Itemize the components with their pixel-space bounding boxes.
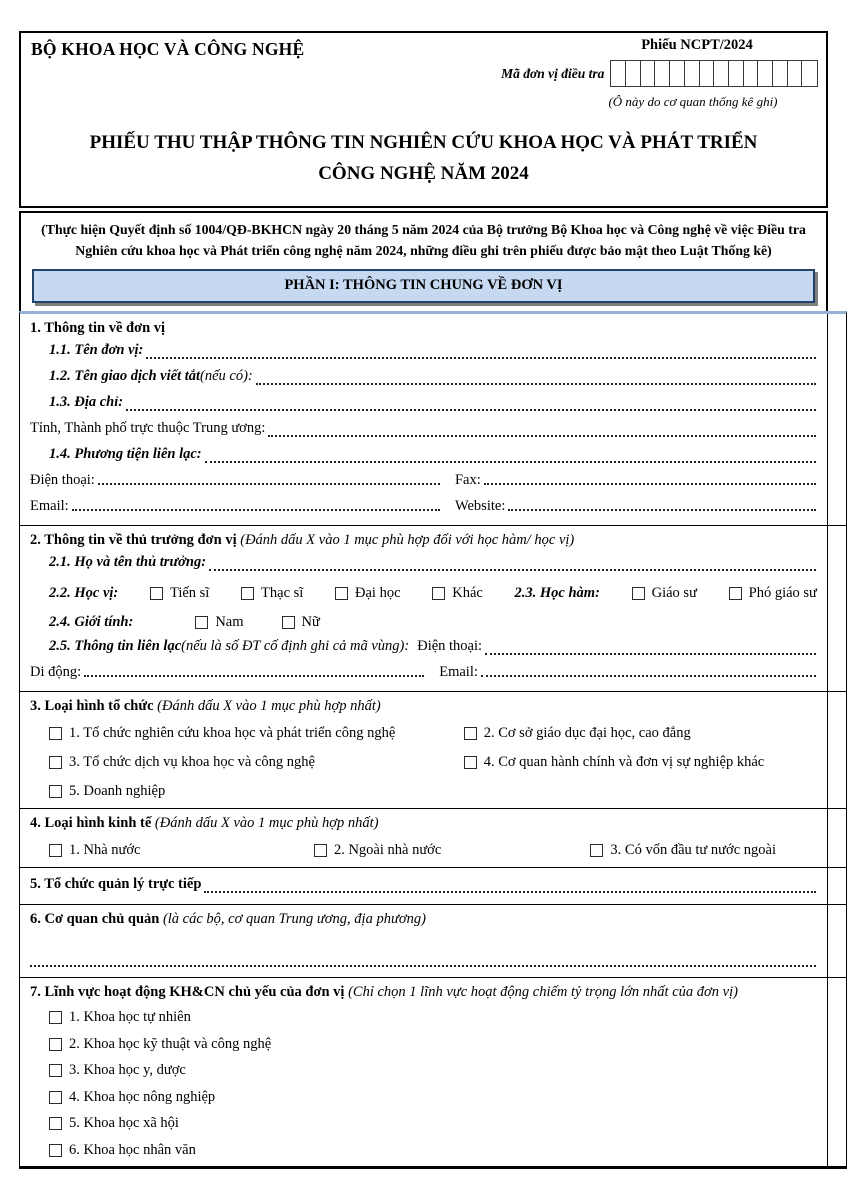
- checkbox-giao-su[interactable]: [632, 587, 645, 600]
- form-title: [29, 127, 818, 190]
- checkbox-nu[interactable]: [282, 616, 295, 629]
- checkbox-thac-si[interactable]: [241, 587, 254, 600]
- checkbox-field-6[interactable]: [49, 1144, 62, 1157]
- s7-heading: 7. Lĩnh vực hoạt động KH&CN chủ yếu của đơn vị: [30, 984, 349, 1000]
- section-2-thu-truong: [20, 526, 846, 692]
- label-org-type-4: 4. Cơ quan hành chính và đơn vị sự nghiệp khác: [483, 753, 765, 770]
- checkbox-org-type-2[interactable]: [464, 727, 477, 740]
- sections-table: [19, 311, 847, 1169]
- unit-code-grid[interactable]: [610, 60, 818, 87]
- checkbox-dai-hoc[interactable]: [335, 587, 348, 600]
- checkbox-khac[interactable]: [432, 587, 445, 600]
- field-fax[interactable]: [484, 483, 816, 485]
- checkbox-tien-si[interactable]: [150, 587, 163, 600]
- s1-heading: 1. Thông tin về đơn vị: [30, 320, 166, 336]
- s1-fax-label: Fax:: [454, 472, 481, 488]
- field-email[interactable]: [72, 509, 440, 511]
- s1-f11-label: 1.1. Tên đơn vị:: [49, 342, 144, 358]
- field-tinh-thanh-pho[interactable]: [268, 435, 816, 437]
- s1-f13-label: 1.3. Địa chỉ:: [49, 394, 124, 410]
- field-ten-don-vi[interactable]: [146, 357, 816, 359]
- label-nam: Nam: [215, 613, 244, 630]
- label-giao-su: Giáo sư: [651, 584, 697, 601]
- checkbox-org-type-1[interactable]: [49, 727, 62, 740]
- unit-code-cell[interactable]: [802, 61, 817, 86]
- label-org-type-2: 2. Cơ sở giáo dục đại học, cao đẳng: [483, 724, 691, 741]
- decision-note: (Thực hiện Quyết định số 1004/QĐ-BKHCN ngày 20 tháng 5 năm 2024 của Bộ trưởng Bộ Khoa học và Công nghệ về việc Điều tra Nghiên cứu khoa học và Phát triển công nghệ năm 2024, những điều ghi trên phiếu được bảo mật theo Luật Thống kê): [41, 222, 806, 259]
- ministry-name: BỘ KHOA HỌC VÀ CÔNG NGHỆ: [31, 39, 305, 59]
- form-title-line1: PHIẾU THU THẬP THÔNG TIN NGHIÊN CỨU KHOA HỌC VÀ PHÁT TRIỂN: [89, 132, 758, 153]
- side-cell: [828, 692, 846, 808]
- s1-province-label: Tỉnh, Thành phố trực thuộc Trung ương:: [30, 420, 266, 436]
- unit-code-cell[interactable]: [758, 61, 773, 86]
- field-ho-ten-thu-truong[interactable]: [209, 569, 816, 571]
- form-title-line2: CÔNG NGHỆ NĂM 2024: [318, 163, 529, 185]
- s2-degree-row: [30, 582, 817, 604]
- s3-heading-note: (Đánh dấu X vào 1 mục phù hợp nhất): [157, 698, 381, 714]
- s1-f14-label: 1.4. Phương tiện liên lạc:: [49, 446, 202, 462]
- label-econ-type-3: 3. Có vốn đầu tư nước ngoài: [610, 841, 776, 858]
- unit-code-cell[interactable]: [641, 61, 656, 86]
- s2-heading: 2. Thông tin về thủ trưởng đơn vị: [30, 532, 241, 548]
- field-to-chuc-quan-ly[interactable]: [204, 891, 816, 893]
- label-field-4: 4. Khoa học nông nghiệp: [69, 1088, 216, 1105]
- checkbox-org-type-3[interactable]: [49, 756, 62, 769]
- unit-code-cell[interactable]: [773, 61, 788, 86]
- checkbox-field-4[interactable]: [49, 1091, 62, 1104]
- side-cell: [828, 314, 846, 525]
- s1-email-label: Email:: [30, 498, 69, 514]
- s2-f22-label: 2.2. Học vị:: [49, 584, 119, 601]
- form-code: Phiếu NCPT/2024: [641, 37, 753, 53]
- s6-heading: 6. Cơ quan chủ quản: [30, 911, 163, 927]
- checkbox-pho-giao-su[interactable]: [729, 587, 742, 600]
- side-cell: [828, 905, 846, 977]
- field-email-thu-truong[interactable]: [481, 675, 816, 677]
- label-khac: Khác: [452, 584, 483, 601]
- side-cell: [828, 809, 846, 867]
- unit-code-note: (Ô này do cơ quan thống kê ghi): [608, 94, 778, 109]
- s1-f12-label: 1.2. Tên giao dịch viết tắt: [49, 368, 201, 384]
- checkbox-econ-type-1[interactable]: [49, 844, 62, 857]
- label-org-type-3: 3. Tổ chức dịch vụ khoa học và công nghệ: [69, 753, 315, 770]
- section-3-loai-hinh-to-chuc: [20, 692, 846, 809]
- s2-f24-label: 2.4. Giới tính:: [49, 613, 134, 630]
- label-tien-si: Tiến sĩ: [169, 584, 210, 601]
- label-thac-si: Thạc sĩ: [261, 584, 304, 601]
- field-dien-thoai-thu-truong[interactable]: [485, 653, 816, 655]
- s2-email-label: Email:: [439, 664, 478, 680]
- side-cell: [828, 868, 846, 904]
- checkbox-org-type-5[interactable]: [49, 785, 62, 798]
- s7-heading-note: (Chỉ chọn 1 lĩnh vực hoạt động chiếm tỷ trọng lớn nhất của đơn vị): [348, 984, 738, 1000]
- label-pho-giao-su: Phó giáo sư: [748, 584, 817, 601]
- field-co-quan-chu-quan[interactable]: [30, 965, 816, 967]
- label-org-type-5: 5. Doanh nghiệp: [69, 782, 166, 799]
- section-4-loai-hinh-kinh-te: [20, 809, 846, 868]
- unit-code-cell[interactable]: [611, 61, 626, 86]
- section-5-to-chuc-quan-ly: [20, 868, 846, 905]
- label-field-6: 6. Khoa học nhân văn: [69, 1141, 196, 1158]
- s2-f23-label: 2.3. Học hàm:: [514, 584, 600, 601]
- unit-code-cell[interactable]: [744, 61, 759, 86]
- field-website[interactable]: [508, 509, 816, 511]
- checkbox-field-5[interactable]: [49, 1117, 62, 1130]
- s2-gender-row: [30, 611, 817, 633]
- s3-heading: 3. Loại hình tổ chức: [30, 698, 158, 714]
- s2-f25-label: 2.5. Thông tin liên lạc: [49, 638, 182, 654]
- section-1-thong-tin-don-vi: [20, 314, 846, 526]
- s2-phone-label: Điện thoại:: [417, 638, 483, 654]
- subtitle-box: [19, 211, 828, 311]
- checkbox-nam[interactable]: [195, 616, 208, 629]
- checkbox-org-type-4[interactable]: [464, 756, 477, 769]
- unit-code-cell[interactable]: [700, 61, 715, 86]
- field-dien-thoai[interactable]: [98, 483, 440, 485]
- label-dai-hoc: Đại học: [355, 584, 401, 601]
- unit-code-cell[interactable]: [626, 61, 641, 86]
- field-ten-giao-dich[interactable]: [256, 383, 816, 385]
- checkbox-econ-type-2[interactable]: [314, 844, 327, 857]
- s1-phone-label: Điện thoại:: [30, 472, 95, 488]
- unit-code-cell[interactable]: [655, 61, 670, 86]
- field-di-dong[interactable]: [84, 675, 424, 677]
- unit-code-cell[interactable]: [788, 61, 803, 86]
- checkbox-field-1[interactable]: [49, 1011, 62, 1024]
- form-header-box: [19, 31, 828, 208]
- part1-section-header: PHẦN I: THÔNG TIN CHUNG VỀ ĐƠN VỊ: [32, 269, 815, 303]
- checkbox-field-3[interactable]: [49, 1064, 62, 1077]
- unit-code-cell[interactable]: [729, 61, 744, 86]
- label-nu: Nữ: [301, 613, 320, 630]
- unit-code-cell[interactable]: [714, 61, 729, 86]
- s1-f12-note: (nếu có):: [200, 368, 253, 384]
- s4-heading-note: (Đánh dấu X vào 1 mục phù hợp nhất): [154, 815, 379, 831]
- s5-label: 5. Tổ chức quản lý trực tiếp: [30, 876, 202, 892]
- section-6-co-quan-chu-quan: [20, 905, 846, 978]
- s6-heading-note: (là các bộ, cơ quan Trung ương, địa phương): [162, 911, 426, 927]
- side-cell: [828, 526, 846, 691]
- s1-website-label: Website:: [454, 498, 506, 514]
- s2-mobile-label: Di động:: [30, 664, 82, 680]
- side-cell: [828, 978, 846, 1166]
- label-field-1: 1. Khoa học tự nhiên: [69, 1009, 191, 1025]
- label-econ-type-2: 2. Ngoài nhà nước: [333, 841, 442, 858]
- label-field-3: 3. Khoa học y, dược: [69, 1062, 186, 1078]
- s4-heading: 4. Loại hình kinh tế: [30, 815, 155, 831]
- field-dia-chi[interactable]: [126, 409, 816, 411]
- checkbox-field-2[interactable]: [49, 1038, 62, 1051]
- unit-code-cell[interactable]: [685, 61, 700, 86]
- label-org-type-1: 1. Tổ chức nghiên cứu khoa học và phát triển công nghệ: [69, 724, 396, 741]
- label-field-5: 5. Khoa học xã hội: [69, 1115, 179, 1131]
- section-7-linh-vuc-khcn: [20, 978, 846, 1166]
- field-phuong-tien-lien-lac[interactable]: [205, 461, 816, 463]
- unit-code-label: Mã đơn vị điều tra: [501, 65, 605, 81]
- label-field-2: 2. Khoa học kỹ thuật và công nghệ: [69, 1035, 272, 1052]
- s2-f21-label: 2.1. Họ và tên thủ trưởng:: [49, 554, 207, 570]
- s2-heading-note: (Đánh dấu X vào 1 mục phù hợp đối với học hàm/ học vị): [240, 532, 575, 548]
- label-econ-type-1: 1. Nhà nước: [69, 841, 141, 858]
- checkbox-econ-type-3[interactable]: [590, 844, 603, 857]
- s2-f25-note: (nếu là số ĐT cố định ghi cả mã vùng):: [181, 638, 410, 654]
- unit-code-cell[interactable]: [670, 61, 685, 86]
